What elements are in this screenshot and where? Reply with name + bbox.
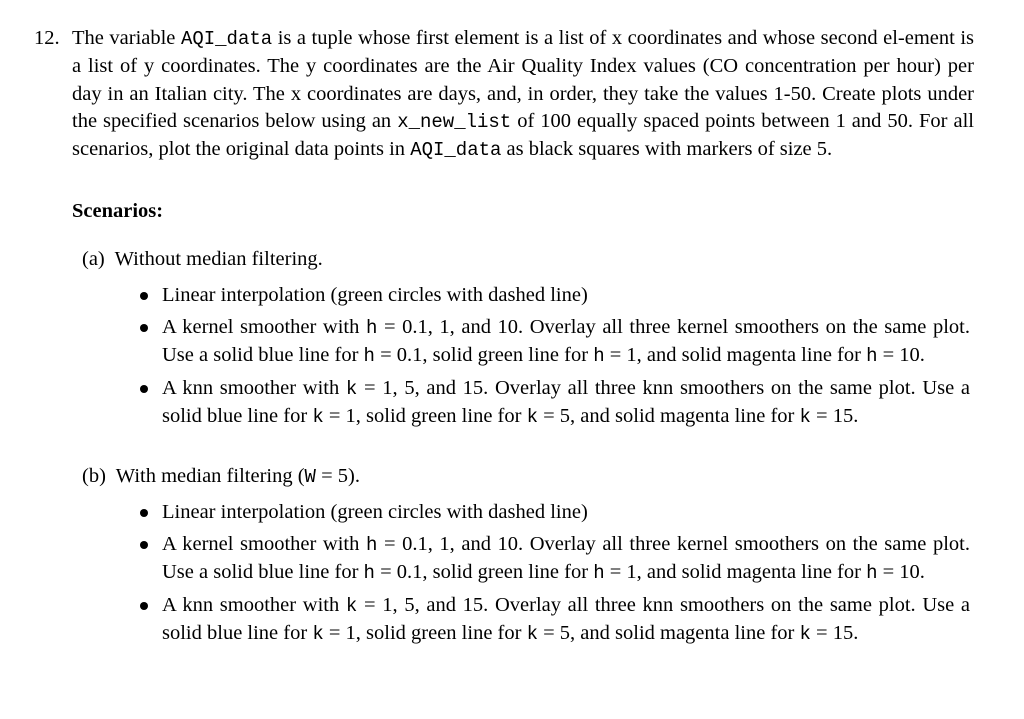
code-h: h (363, 345, 375, 368)
bullet-text: = 1, solid green line for (328, 405, 522, 428)
problem-text (72, 25, 974, 164)
problem-text-part: of 100 equally spaced points between 1 and 50. For all scenarios, plot the original data points in (72, 109, 974, 161)
bullet-text: = 10. (882, 561, 925, 584)
code-k: k (526, 623, 538, 646)
problem-text-part: as black squares with markers of size 5. (506, 138, 833, 161)
bullet-text: = 1, solid green line for (328, 622, 522, 645)
bullet-text: = 10. (882, 344, 925, 367)
code-k: k (345, 377, 358, 400)
list-item (138, 499, 970, 526)
list-item (138, 282, 970, 309)
bullet-icon (140, 324, 148, 332)
bullet-text: = 1, and solid magenta line for (609, 344, 861, 367)
problem-number: 12. (34, 27, 60, 49)
scenario-b-bullet-list (138, 499, 970, 653)
bullet-icon (140, 509, 148, 517)
bullet-icon (140, 385, 148, 393)
code-h: h (363, 562, 375, 585)
list-item (138, 531, 970, 588)
code-w: W (304, 466, 316, 488)
code-aqi-data: AQI_data (410, 139, 502, 162)
code-k: k (345, 594, 358, 617)
bullet-text: A kernel smoother with (162, 532, 360, 555)
bullet-text: = 5, and solid magenta line for (543, 405, 795, 428)
problem-text-part: is a tuple whose first element is a list of x coordinates and whose second el-ement is a list of y coordinates. The y coordinates are the Air Quality Index values (CO concentration per hour) per day in an Italian city. The x coordinates are days, and, in order, they take the values 1-50. Create plots under the specified scenarios below using an (72, 27, 975, 132)
problem-text-part: The variable (72, 27, 176, 49)
code-h: h (866, 345, 878, 368)
list-item (138, 314, 970, 371)
bullet-text: = 0.1, solid green line for (380, 344, 589, 367)
scenario-a-heading (82, 246, 323, 273)
scenario-a-bullet-list (138, 282, 970, 436)
bullet-text: = 0.1, solid green line for (380, 561, 589, 584)
code-k: k (799, 623, 811, 646)
bullet-text: A knn smoother with (162, 376, 340, 399)
code-h: h (365, 533, 378, 556)
scenarios-heading: Scenarios: (72, 200, 164, 222)
code-x-new-list: x_new_list (397, 110, 512, 133)
code-h: h (365, 316, 378, 339)
bullet-text: = 0.1, 1, and 10. Overlay all three kernel smoothers on the same plot. Use a solid blue line for (162, 532, 970, 584)
bullet-text: = 15. (816, 622, 859, 645)
code-k: k (312, 623, 324, 646)
bullet-text: Linear interpolation (green circles with dashed line) (162, 284, 588, 306)
list-item (138, 375, 970, 432)
code-k: k (526, 406, 538, 429)
code-aqi-data: AQI_data (180, 28, 273, 50)
scenario-b-title: = 5). (321, 465, 360, 487)
problem-statement (34, 25, 974, 164)
bullet-text: A kernel smoother with (162, 315, 360, 338)
scenario-b-label: (b) (82, 465, 106, 487)
code-h: h (593, 562, 605, 585)
bullet-text: = 5, and solid magenta line for (543, 622, 795, 645)
bullet-text: = 0.1, 1, and 10. Overlay all three kernel smoothers on the same plot. Use a solid blue line for (162, 315, 970, 367)
bullet-text: = 15. (816, 405, 859, 428)
code-h: h (866, 562, 878, 585)
scenario-b-heading (82, 463, 360, 491)
list-item (138, 592, 970, 649)
scenario-a-label: (a) (82, 248, 105, 270)
bullet-icon (140, 541, 148, 549)
bullet-text: = 1, 5, and 15. Overlay all three knn smoothers on the same plot. Use a solid blue line for (162, 593, 970, 645)
bullet-text: = 1, 5, and 15. Overlay all three knn smoothers on the same plot. Use a solid blue line for (162, 376, 970, 428)
bullet-icon (140, 602, 148, 610)
bullet-text: A knn smoother with (162, 593, 340, 616)
bullet-text: Linear interpolation (green circles with dashed line) (162, 501, 588, 523)
code-h: h (593, 345, 605, 368)
code-k: k (312, 406, 324, 429)
code-k: k (799, 406, 811, 429)
bullet-text: = 1, and solid magenta line for (609, 561, 861, 584)
scenario-a-title: Without median filtering. (114, 248, 323, 270)
bullet-icon (140, 292, 148, 300)
scenario-b-title: With median filtering ( (115, 465, 305, 487)
